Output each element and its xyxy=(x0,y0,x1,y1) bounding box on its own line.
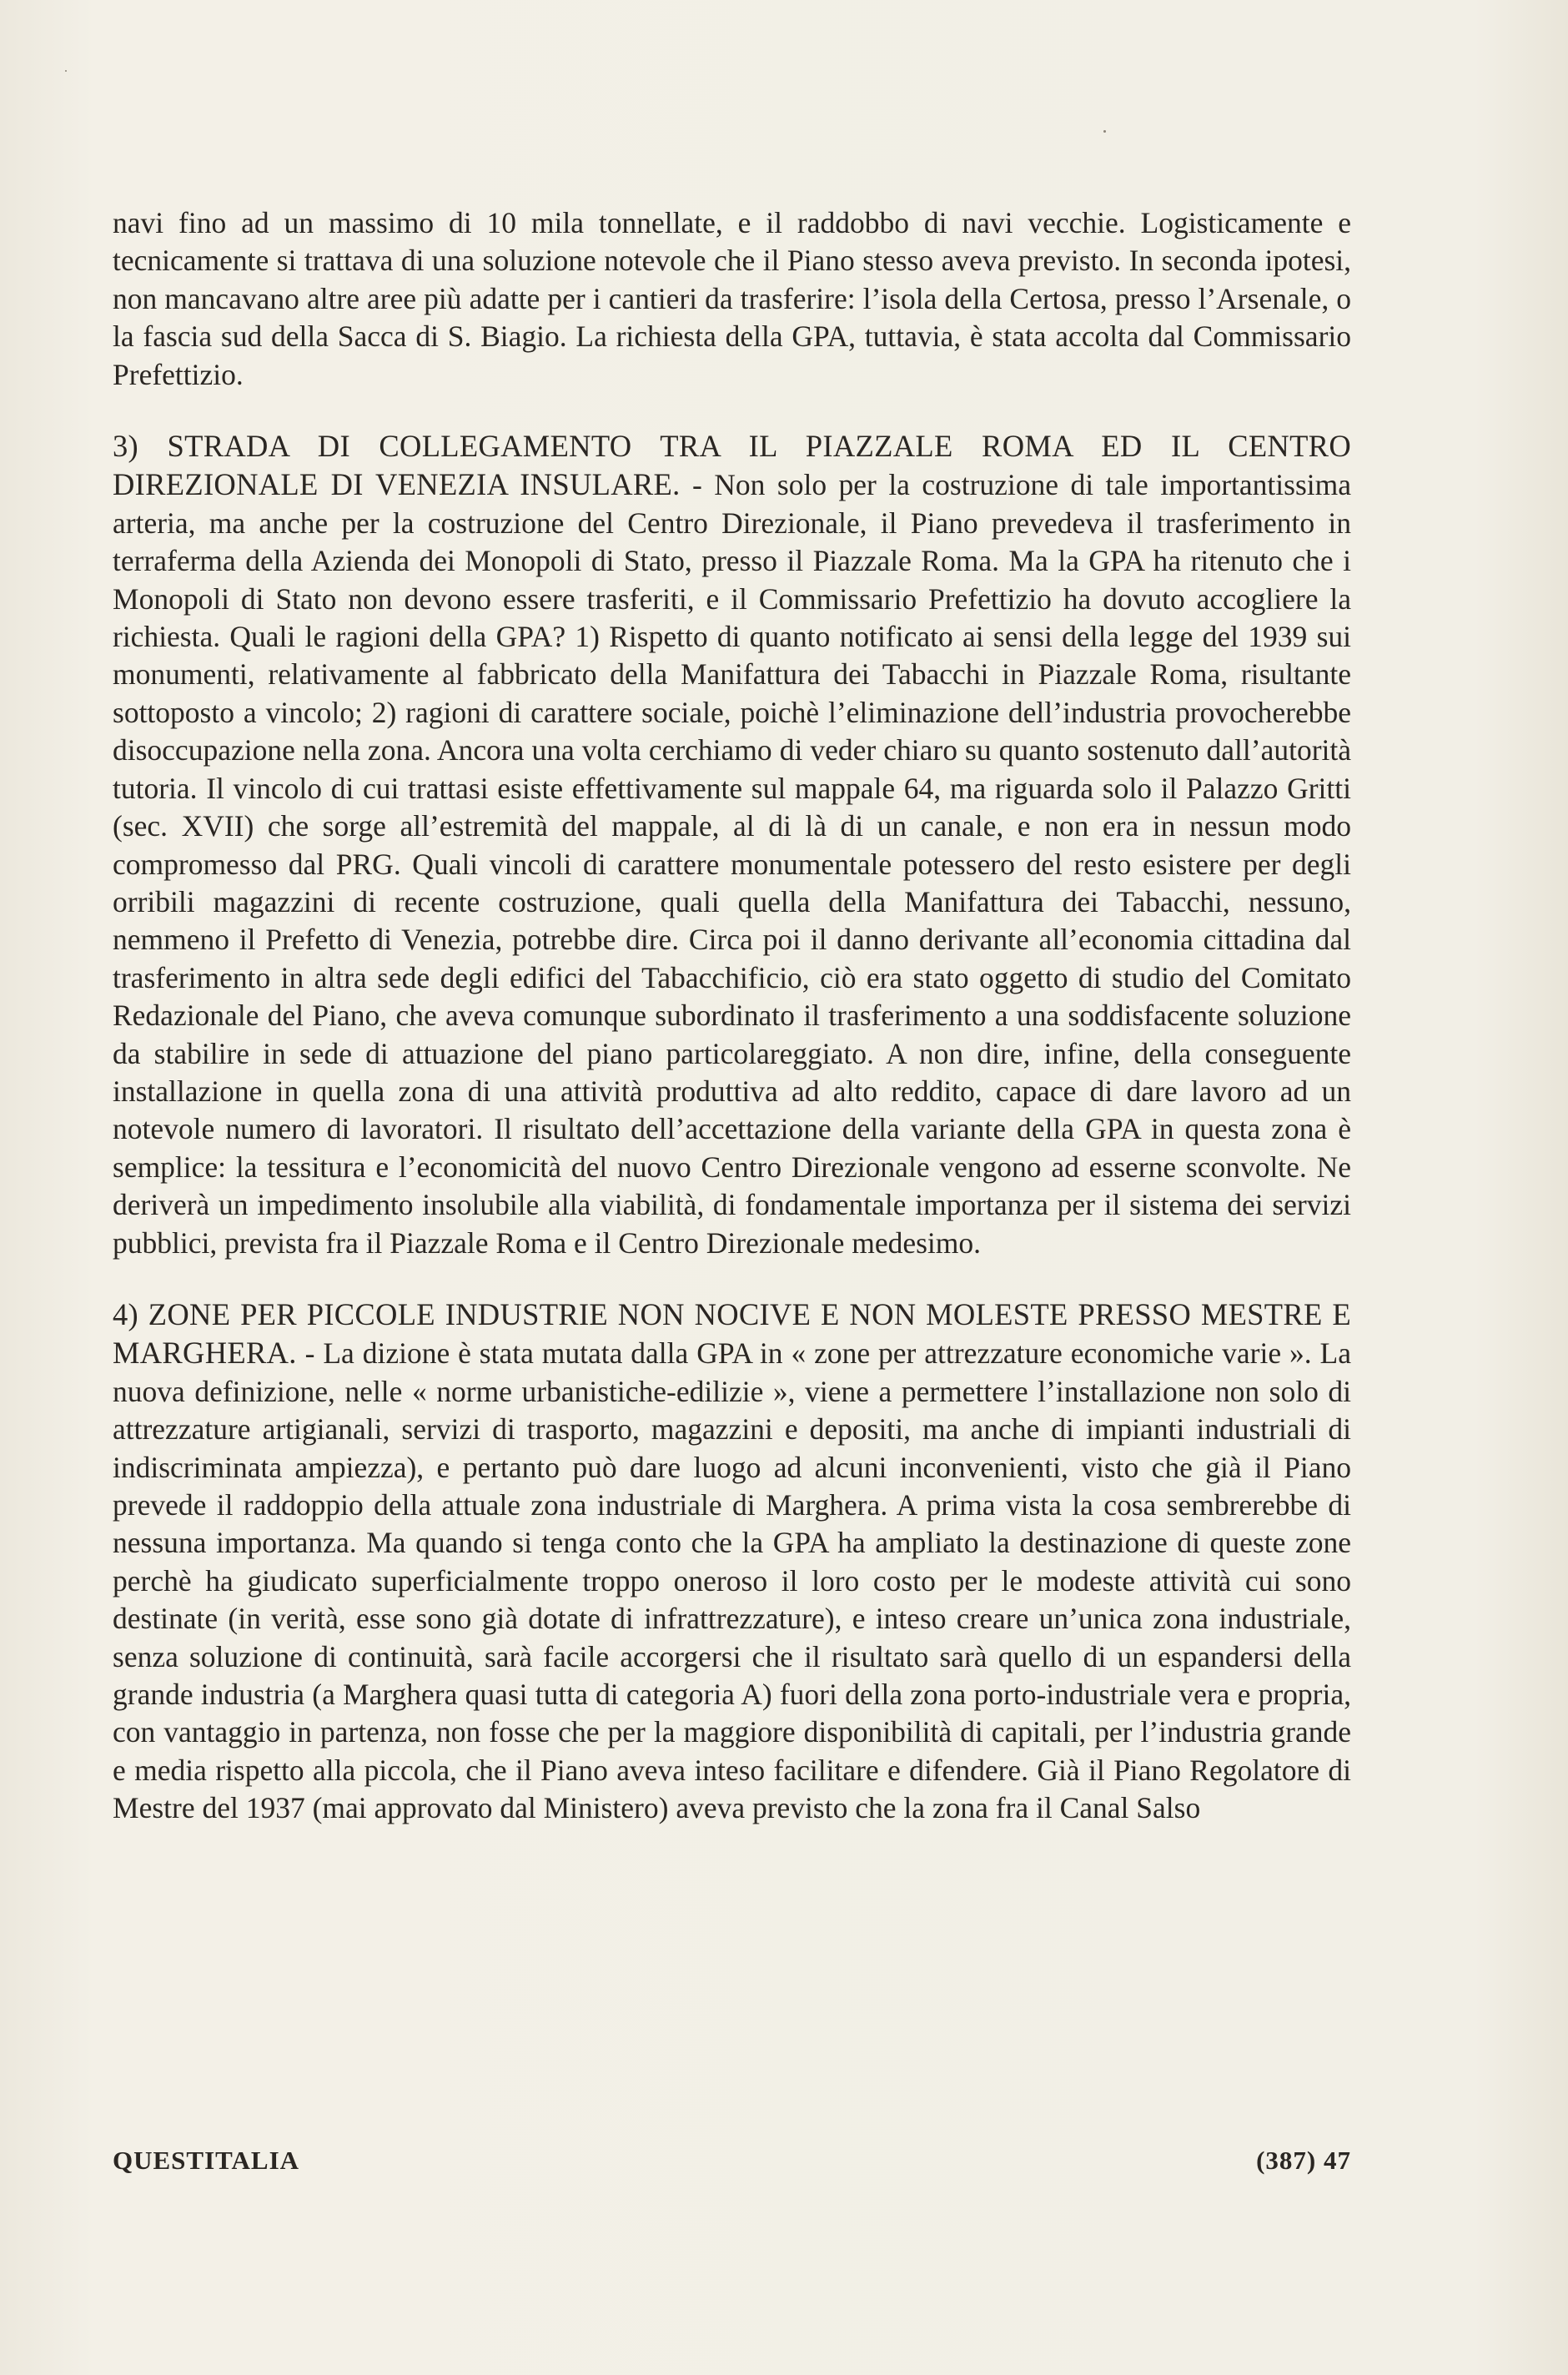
section-4-heading: 4) ZONE PER PICCOLE INDUSTRIE NON NOCIVE E NON MOLESTE PRESSO MESTRE E MARGHERA. xyxy=(113,1296,1351,1371)
paragraph-section-4 xyxy=(113,1296,1351,1828)
paragraph-intro xyxy=(113,204,1351,394)
section-3-heading: 3) STRADA DI COLLEGAMENTO TRA IL PIAZZALE ROMA ED IL CENTRO DIREZIONALE DI VENEZIA INSULARE. xyxy=(113,429,1351,502)
journal-name: QUESTITALIA xyxy=(113,2146,300,2175)
paragraph-section-3 xyxy=(113,427,1351,1262)
paper-speck xyxy=(65,70,67,72)
paper-speck xyxy=(1103,130,1106,133)
section-3-text: - Non solo per la costruzione di tale importantissima arteria, ma anche per la costruzione del Centro Direzionale, il Piano prevedeva il trasferimento in terraferma della Azienda dei Monopoli di Stato, presso il Piazzale Roma. Ma la GPA ha ritenuto che i Monopoli di Stato non devono essere trasferiti, e il Commissario Prefettizio ha dovuto accogliere la richiesta. Quali le ragioni della GPA? 1) Rispetto di quanto notificato ai sensi della legge del 1939 sui monumenti, relativamente al fabbricato della Manifattura dei Tabacchi in Piazzale Roma, risultante sottoposto a vincolo; 2) ragioni di carattere sociale, poichè l’eliminazione dell’industria provocherebbe disoccupazione nella zona. Ancora una volta cerchiamo di veder chiaro su quanto sostenuto dall’autorità tutoria. Il vincolo di cui trattasi esiste effettivamente sul mappale 64, ma riguarda solo il Palazzo Gritti (sec. XVII) che sorge all’estremità del mappale, al di là di un canale, e non era in nessun modo compromesso dal PRG. Quali vincoli di carattere monumentale potessero del resto esistere per degli orribili magazzini di recente costruzione, quali quella della Manifattura dei Tabacchi, nessuno, nemmeno il Prefetto di Venezia, potrebbe dire. Circa poi il danno derivante all’economia cittadina dal trasferimento in altra sede degli edifici del Tabacchificio, ciò era stato oggetto di studio del Comitato Redazionale del Piano, che aveva comunque subordinato il trasferimento a una soddisfacente soluzione da stabilire in sede di attuazione del piano particolareggiato. A non dire, infine, della conseguente installazione in quella zona di una attività produttiva ad alto reddito, capace di dare lavoro ad un notevole numero di lavoratori. Il risultato dell’accettazione della variante della GPA in questa zona è semplice: la tessitura e l’economicità del nuovo Centro Direzionale vengono ad esserne sconvolte. Ne deriverà un impedimento insolubile alla viabilità, di fondamentale importanza per il sistema dei servizi pubblici, prevista fra il Piazzale Roma e il Centro Direzionale medesimo. xyxy=(113,468,1352,1260)
section-4-text: - La dizione è stata mutata dalla GPA in « zone per attrezzature economiche varie ». La nuova definizione, nelle « norme urbanistiche-edilizie », viene a permettere l’installazione non solo di attrezzature artigianali, servizi di trasporto, magazzini e depositi, ma anche di impianti industriali di indiscriminata ampiezza), e pertanto può dare luogo ad alcuni inconvenienti, visto che già il Piano prevede il raddoppio della attuale zona industriale di Marghera. A prima vista la cosa sembrerebbe di nessuna importanza. Ma quando si tenga conto che la GPA ha ampliato la destinazione di queste zone perchè ha giudicato superficialmente troppo oneroso il loro costo per le modeste attività cui sono destinate (in verità, esse sono già dotate di infrattrezzature), e inteso creare un’unica zona industriale, senza soluzione di continuità, sarà facile accorgersi che il risultato sarà quello di un espandersi della grande industria (a Marghera quasi tutta di categoria A) fuori della zona porto-industriale vera e propria, con vantaggio in partenza, non fosse che per la maggiore disponibilità di capitali, per l’industria grande e media rispetto alla piccola, che il Piano aveva inteso facilitare e difendere. Già il Piano Regolatore di Mestre del 1937 (mai approvato dal Ministero) aveva previsto che la zona fra il Canal Salso xyxy=(113,1336,1351,1825)
page-number: (387) 47 xyxy=(1256,2146,1351,2175)
paragraph-intro-text: navi fino ad un massimo di 10 mila tonnellate, e il raddobbo di navi vecchie. Logisticamente e tecnicamente si trattava di una soluzione notevole che il Piano stesso aveva previsto. In seconda ipotesi, non mancavano altre aree più adatte per i cantieri da trasferire: l’isola della Certosa, presso l’Arsenale, o la fascia sud della Sacca di S. Biagio. La richiesta della GPA, tuttavia, è stata accolta dal Commissario Prefettizio. xyxy=(113,206,1351,391)
body-text xyxy=(113,204,1351,1828)
page-footer xyxy=(113,2146,1351,2179)
